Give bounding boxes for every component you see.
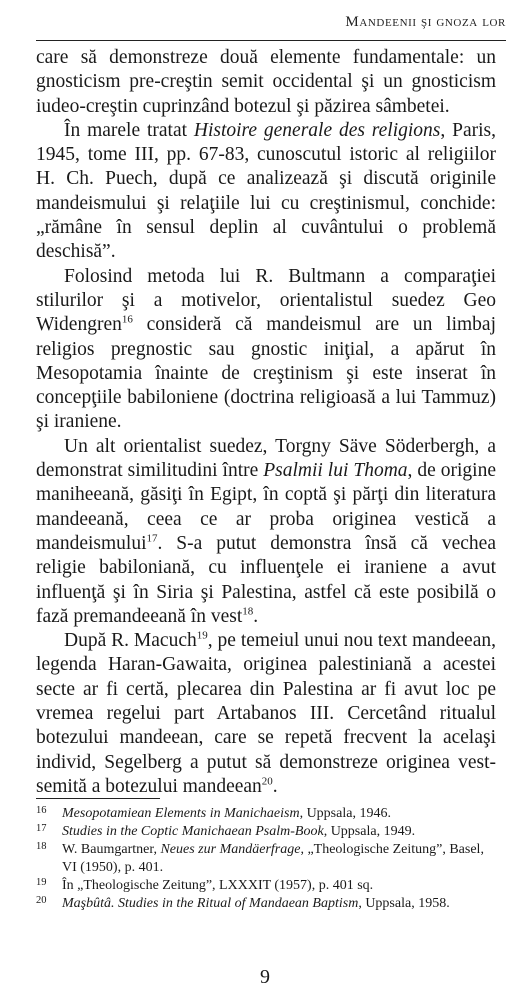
footnote-ref: 18 <box>242 605 254 618</box>
text-run: . <box>253 605 259 627</box>
italic-title: Studies in the Coptic Manichaean Psalm-Book <box>62 824 324 839</box>
paragraph-1 <box>36 46 496 119</box>
footnote-ref: 16 <box>121 313 133 326</box>
footnote-20 <box>36 895 496 913</box>
footnote-ref: 19 <box>196 629 208 642</box>
italic-title: Neues zur Mandäerfrage <box>160 842 301 857</box>
text-run: care să demonstreze două elemente fundamentale: un gnosticism pre-creştin semit occidental şi un gnosticism iudeo-creştin cuprinzând botezul şi păzirea sâmbetei. <box>36 47 496 117</box>
footnote-ref: 20 <box>261 775 273 788</box>
footnote-number: 16 <box>36 805 47 816</box>
text-run: , „Theologische Zeitung”, Basel, VI (1950), p. 401. <box>62 842 484 875</box>
footnote-text <box>62 824 415 839</box>
text-run: Folosind metoda lui R. Bultmann a comparaţiei stilurilor şi a motivelor, orientalistul suedez Geo Widengren <box>36 265 496 336</box>
paragraph-3 <box>36 265 496 435</box>
footnote-rule <box>36 798 160 799</box>
footnote-number: 20 <box>36 895 47 906</box>
footnote-text <box>62 878 373 893</box>
paragraph-2 <box>36 119 496 265</box>
italic-title: Mesopotamiean Elements in Manichaeism <box>62 806 300 821</box>
italic-title: Maşbûtâ. Studies in the Ritual of Mandaean Baptism <box>62 896 359 911</box>
text-run: . S-a putut demonstra însă că vechea religie babiloniană, cu influenţele ei iraniene a avut influenţă şi în Siria şi Palestina, astfel că este posibilă o fază premandeeană în vest <box>36 532 496 627</box>
text-run: consideră că mandeismul are un limbaj religios pregnostic sau gnostic iniţial, a apărut în Mesopotamia înainte de creştinism şi este inserat în concepţiile babiloniene (doctrina religioasă a lui Tammuz) şi iraniene. <box>36 314 496 433</box>
footnote-text <box>62 842 484 875</box>
text-run: , Uppsala, 1949. <box>323 824 416 839</box>
italic-title: Psalmii lui Thoma <box>263 460 408 482</box>
running-header: Mandeenii şi gnoza lor <box>345 14 506 30</box>
paragraph-4 <box>36 435 496 629</box>
footnote-18 <box>36 841 496 877</box>
text-run: , de origine maniheeană, găsiţi în Egipt, în coptă şi părţi din literatura mandeeană, ceea ce ar proba originea vestică a mandeismului <box>36 460 496 554</box>
footnote-number: 17 <box>36 823 47 834</box>
footnote-number: 19 <box>36 877 47 888</box>
footnotes <box>36 805 496 913</box>
footnote-number: 18 <box>36 841 47 852</box>
paragraph-5 <box>36 629 496 799</box>
body-text <box>36 46 496 799</box>
footnote-19 <box>36 877 496 895</box>
footnote-17 <box>36 823 496 841</box>
footnote-ref: 17 <box>146 532 158 545</box>
footnote-16 <box>36 805 496 823</box>
text-run: , Paris, 1945, tome III, pp. 67-83, cunoscutul istoric al religiilor H. Ch. Puech, după ce analizează şi discută originile mandeismului şi relaţiile lui cu creştinismul, conchide: „rămâne în sensul deplin al cuvântului o problemă deschisă”. <box>36 119 496 263</box>
text-run: , Uppsala, 1958. <box>358 896 450 911</box>
italic-title: Histoire generale des religions <box>193 119 441 141</box>
text-run: Un alt orientalist suedez, Torgny Säve Söderbergh, a demonstrat similitudini între <box>36 435 496 482</box>
text-run: , Uppsala, 1946. <box>299 806 391 821</box>
header-rule <box>36 40 506 41</box>
text-run: . <box>272 775 278 797</box>
text-run: În marele tratat <box>64 119 194 141</box>
text-run: În „Theologische Zeitung”, LXXXIT (1957), p. 401 sq. <box>62 878 374 893</box>
footnote-text <box>62 896 450 911</box>
footnote-text <box>62 806 391 821</box>
page-number: 9 <box>260 966 270 988</box>
text-run: W. Baumgartner, <box>62 842 161 857</box>
text-run: , pe temeiul unui nou text mandeean, legenda Haran-Gawaita, originea palestiniană a acestei secte ar fi certă, plecarea din Palestina ar fi avut loc pe vremea regelui part Artabanos III. Cercetând ritualul botezului mandeean, care se repetă frecvent la acelaşi individ, Segelberg a putut să demonstreze originea vest-semită a botezului mandeean <box>36 630 496 797</box>
text-run: După R. Macuch <box>64 630 197 652</box>
